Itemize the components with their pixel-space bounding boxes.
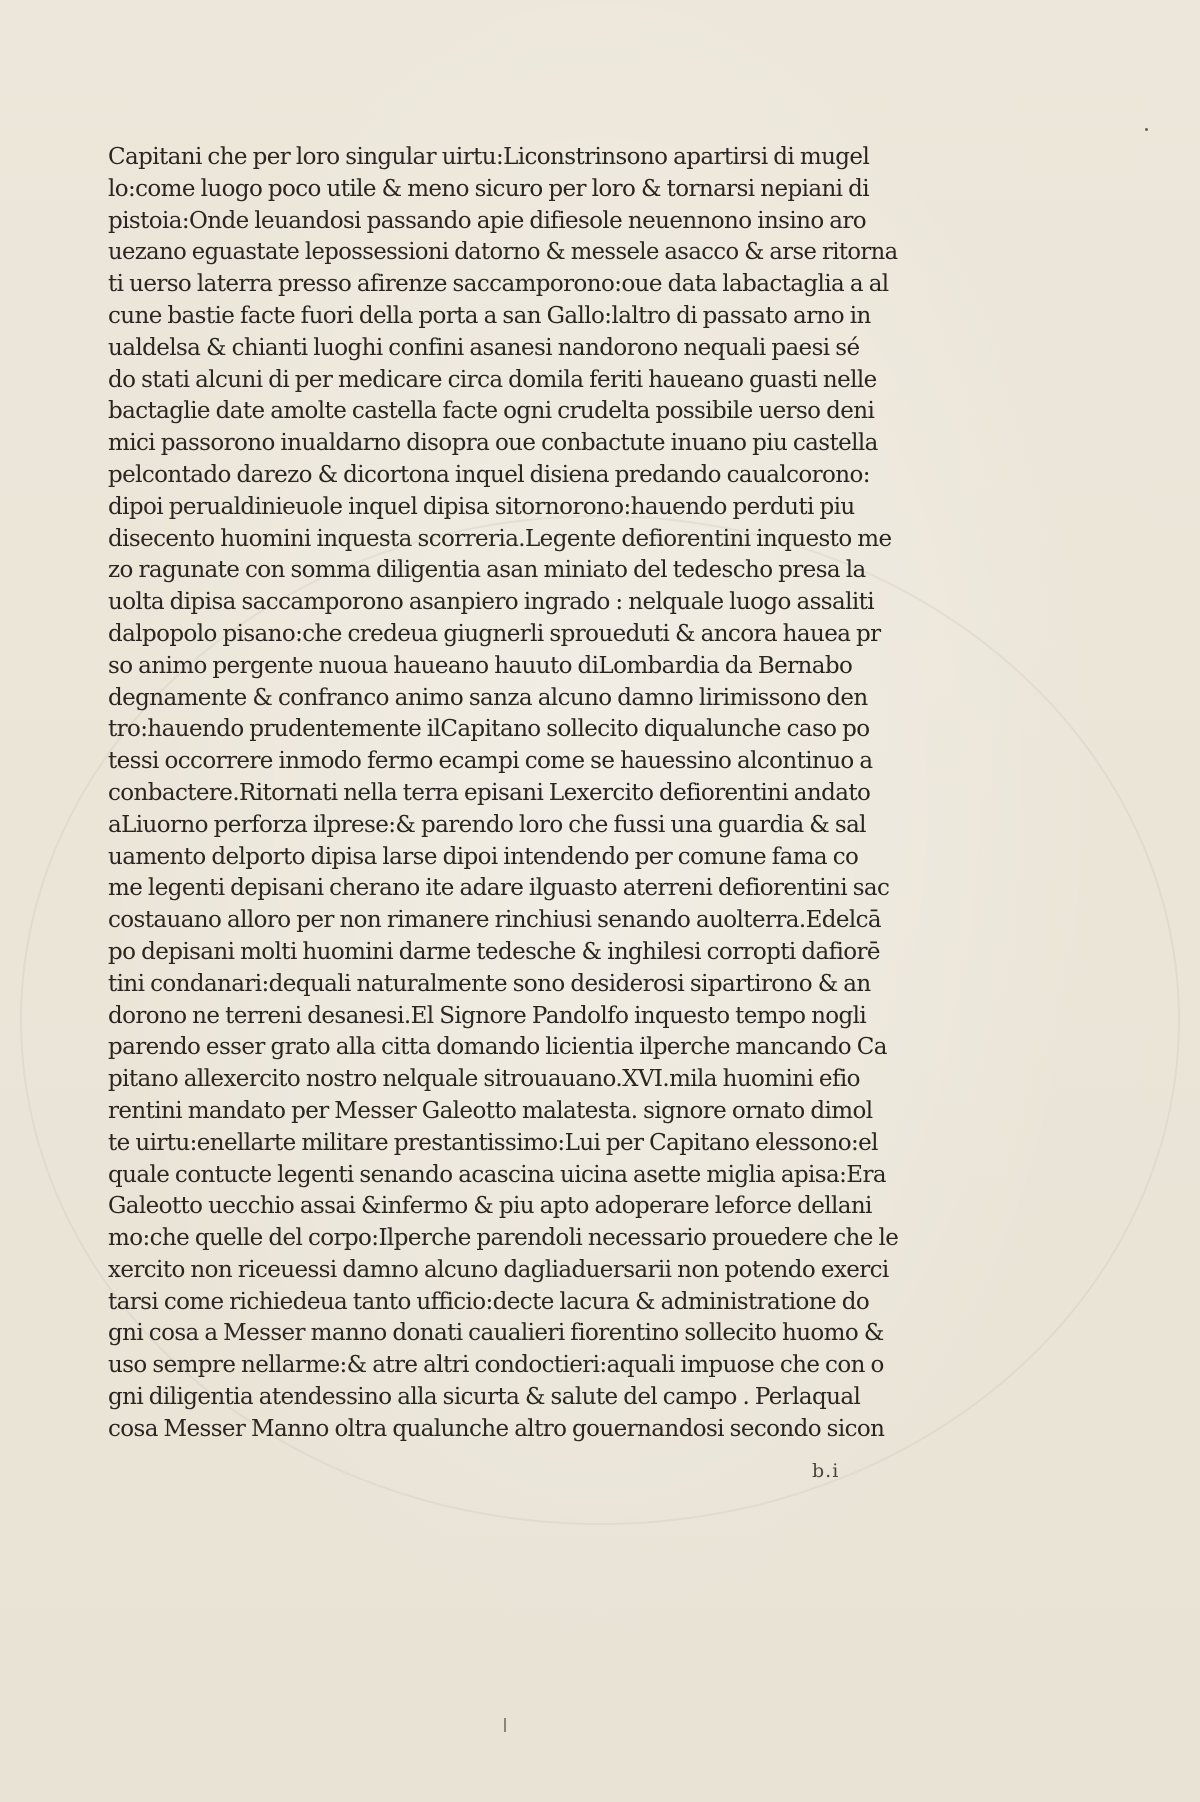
text-line-24: me legenti depisani cherano ite adare ilguasto aterreni defiorentini sac (108, 875, 890, 902)
text-line-22: aLiuorno perforza ilprese:& parendo loro che fussi una guardia & sal (108, 811, 866, 838)
text-line-03: pistoia:Onde leuandosi passando apie difiesole neuennono insino aro (108, 207, 867, 234)
text-line-33: quale contucte legenti senando acascina uicina asette miglia apisa:Era (108, 1161, 886, 1188)
text-line-19: tro:hauendo prudentemente ilCapitano sollecito diqualunche caso po (108, 716, 870, 743)
text-line-01: Capitani che per loro singular uirtu:Liconstrinsono apartirsi di mugel (108, 144, 870, 170)
text-line-32: te uirtu:enellarte militare prestantissimo:Lui per Capitano elessono:el (108, 1129, 878, 1156)
text-line-26: po depisani molti huomini darme tedesche & inghilesi corropti dafiorē (108, 938, 880, 965)
signature-mark: b.i (812, 1460, 840, 1482)
text-line-17: so animo pergente nuoua haueano hauuto diLombardia da Bernabo (108, 652, 853, 679)
text-line-23: uamento delporto dipisa larse dipoi intendendo per comune fama co (108, 843, 859, 870)
text-line-31: rentini mandato per Messer Galeotto malatesta. signore ornato dimol (108, 1097, 873, 1124)
text-line-07: ualdelsa & chianti luoghi confini asanesi nandorono nequali paesi sé (108, 334, 860, 361)
text-line-05: ti uerso laterra presso afirenze saccamporono:oue data labactaglia a al (108, 271, 889, 298)
text-line-13: disecento huomini inquesta scorreria.Legente defiorentini inquesto me (108, 525, 892, 552)
paper-spot (1145, 128, 1148, 131)
text-line-11: pelcontado darezo & dicortona inquel disiena predando caualcorono: (108, 461, 870, 488)
text-line-14: zo ragunate con somma diligentia asan miniato del tedescho presa la (108, 557, 866, 584)
text-line-34: Galeotto uecchio assai &infermo & piu apto adoperare leforce dellani (108, 1193, 872, 1220)
text-line-28: dorono ne terreni desanesi.El Signore Pandolfo inquesto tempo nogli (108, 1002, 867, 1029)
text-line-30: pitano allexercito nostro nelquale sitrouauano.XVI.mila huomini efio (108, 1066, 860, 1093)
text-line-10: mici passorono inualdarno disopra oue conbactute inuano piu castella (108, 430, 878, 457)
text-line-38: gni cosa a Messer manno donati caualieri fiorentino sollecito huomo & (108, 1320, 884, 1347)
text-line-40: gni diligentia atendessino alla sicurta & salute del campo . Perlaqual (108, 1384, 861, 1411)
text-line-15: uolta dipisa saccamporono asanpiero ingrado : nelquale luogo assaliti (108, 589, 875, 616)
text-line-16: dalpopolo pisano:che credeua giugnerli sproueduti & ancora hauea pr (108, 620, 881, 647)
text-line-35: mo:che quelle del corpo:Ilperche parendoli necessario prouedere che le (108, 1225, 899, 1252)
text-line-41: cosa Messer Manno oltra qualunche altro gouernandosi secondo sicon (108, 1415, 885, 1442)
text-line-39: uso sempre nellarme:& atre altri condoctieri:aquali impuose che con o (108, 1352, 884, 1379)
text-line-08: do stati alcuni di per medicare circa domila feriti haueano guasti nelle (108, 366, 877, 393)
text-line-27: tini condanari:dequali naturalmente sono desiderosi sipartirono & an (108, 970, 871, 997)
text-line-36: xercito non riceuessi damno alcuno dagliaduersarii non potendo exerci (108, 1256, 889, 1283)
text-block (108, 142, 898, 1446)
text-line-12: dipoi perualdinieuole inquel dipisa sitornorono:hauendo perduti piu (108, 493, 855, 520)
foot-mark (504, 1718, 506, 1732)
text-line-20: tessi occorrere inmodo fermo ecampi come se hauessino alcontinuo a (108, 748, 873, 775)
text-line-37: tarsi come richiedeua tanto ufficio:decte lacura & administratione do (108, 1288, 870, 1315)
text-line-29: parendo esser grato alla citta domando licientia ilperche mancando Ca (108, 1034, 887, 1061)
text-line-02: lo:come luogo poco utile & meno sicuro per loro & tornarsi nepiani di (108, 175, 870, 202)
text-line-18: degnamente & confranco animo sanza alcuno damno lirimissono den (108, 684, 868, 711)
text-line-21: conbactere.Ritornati nella terra episani Lexercito defiorentini andato (108, 779, 871, 806)
text-line-04: uezano eguastate lepossessioni datorno & messele asacco & arse ritorna (108, 239, 898, 266)
text-line-06: cune bastie facte fuori della porta a san Gallo:laltro di passato arno in (108, 302, 871, 329)
text-line-09: bactaglie date amolte castella facte ogni crudelta possibile uerso deni (108, 398, 875, 425)
text-line-25: costauano alloro per non rimanere rinchiusi senando auolterra.Edelcā (108, 907, 882, 934)
